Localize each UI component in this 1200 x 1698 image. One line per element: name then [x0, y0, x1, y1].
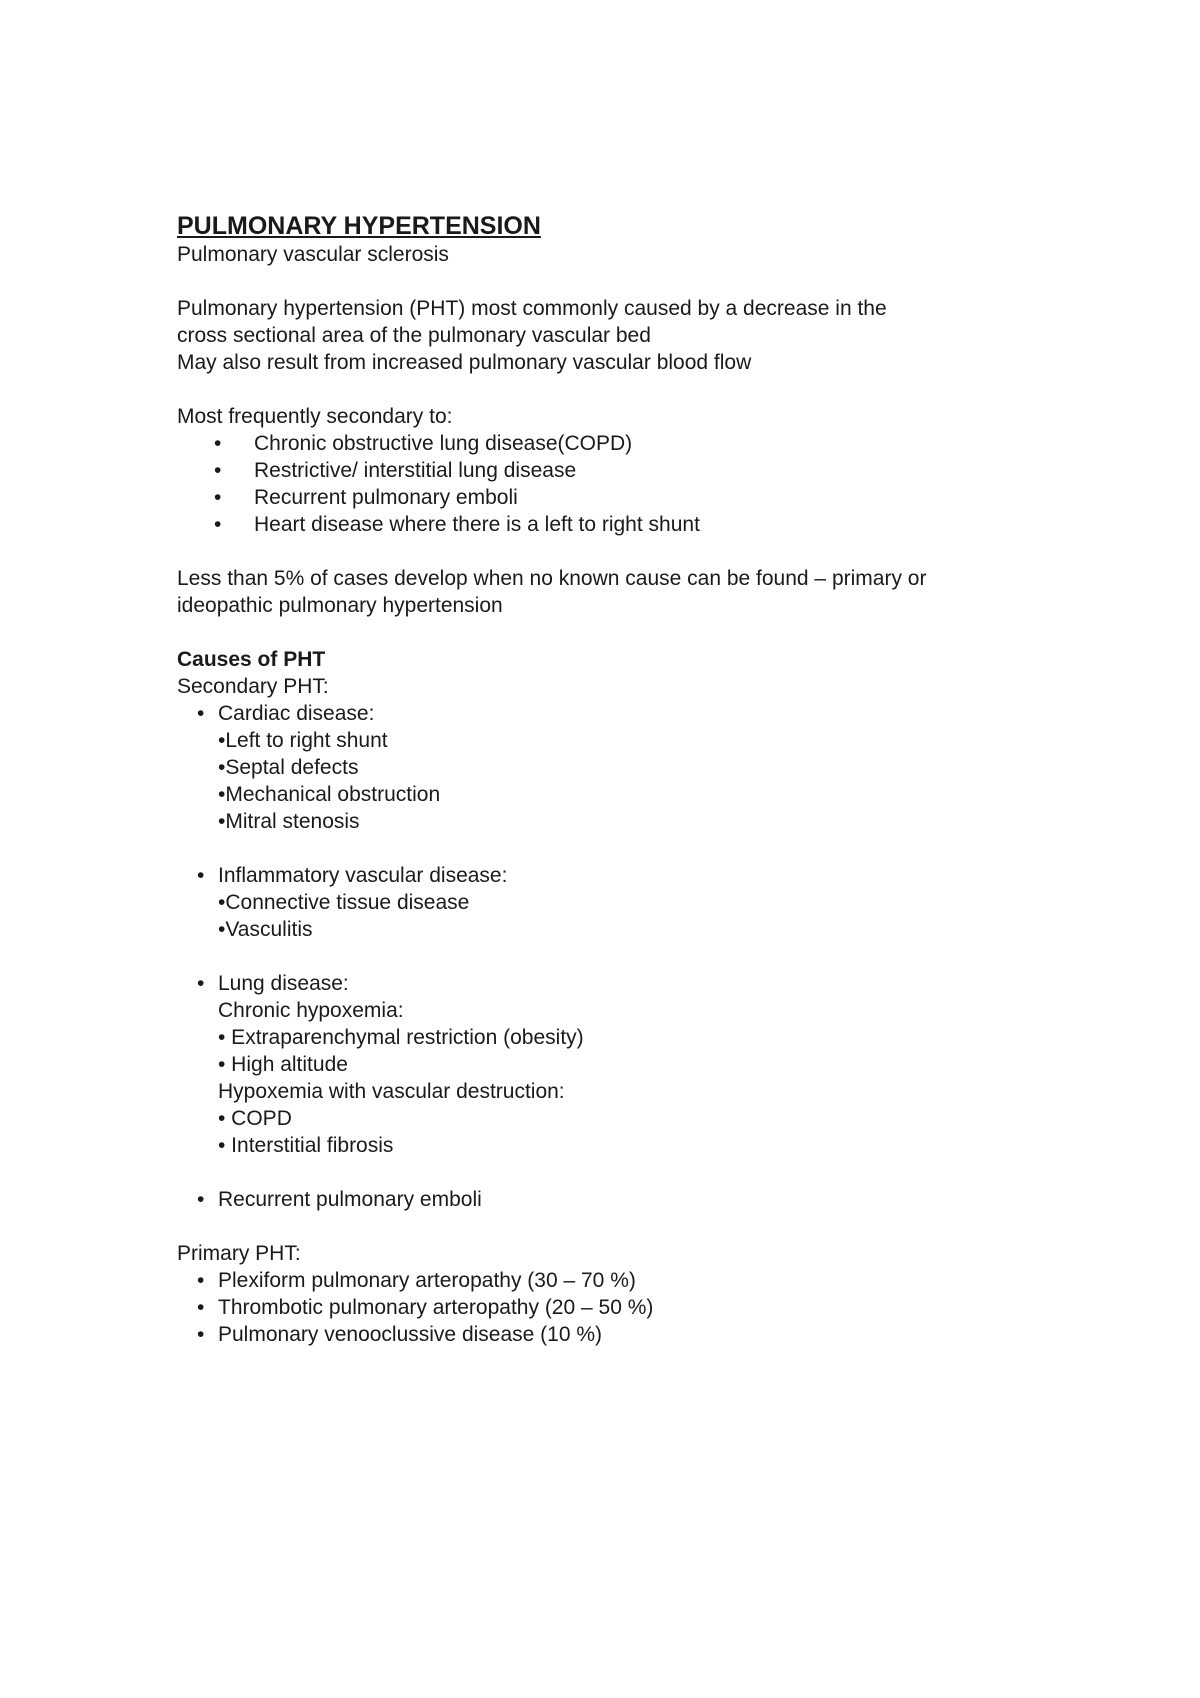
spacer	[177, 1213, 1077, 1240]
inflammatory-item: •Connective tissue disease	[218, 891, 470, 914]
less-than-line-2: ideopathic pulmonary hypertension	[177, 594, 503, 617]
spacer	[177, 619, 1077, 646]
spacer	[177, 943, 1077, 970]
cardiac-item: •Mitral stenosis	[218, 810, 360, 833]
secondary-list	[177, 430, 1077, 538]
less-than-line-1: Less than 5% of cases develop when no known cause can be found – primary or	[177, 567, 927, 590]
list-item: • Chronic obstructive lung disease(COPD)	[177, 430, 1077, 457]
page-title: PULMONARY HYPERTENSION	[177, 212, 541, 240]
primary-pht-label: Primary PHT:	[177, 1242, 301, 1265]
secondary-pht-label: Secondary PHT:	[177, 675, 329, 698]
list-item: • Pulmonary venooclussive disease (10 %)	[177, 1321, 1077, 1348]
list-item: • Heart disease where there is a left to right shunt	[177, 511, 1077, 538]
recurrent-emboli-item: • Recurrent pulmonary emboli	[177, 1186, 1077, 1213]
chronic-hypoxemia-item: • High altitude	[218, 1053, 348, 1076]
cardiac-item: •Septal defects	[218, 756, 359, 779]
cardiac-item: •Mechanical obstruction	[218, 783, 441, 806]
cardiac-disease-label: • Cardiac disease:	[177, 700, 1077, 727]
document-page	[177, 211, 1077, 1348]
list-item: • Thrombotic pulmonary arteropathy (20 – 50 %)	[177, 1294, 1077, 1321]
page-subtitle: Pulmonary vascular sclerosis	[177, 243, 449, 266]
intro-line-2: cross sectional area of the pulmonary vascular bed	[177, 324, 651, 347]
cardiac-item: •Left to right shunt	[218, 729, 388, 752]
chronic-hypoxemia-item: • Extraparenchymal restriction (obesity)	[218, 1026, 584, 1049]
vascular-destruction-item: • COPD	[218, 1107, 292, 1130]
spacer	[177, 376, 1077, 403]
lung-disease-label: • Lung disease:	[177, 970, 1077, 997]
causes-heading: Causes of PHT	[177, 648, 326, 671]
spacer	[177, 538, 1077, 565]
spacer	[177, 1159, 1077, 1186]
list-item: • Plexiform pulmonary arteropathy (30 – 70 %)	[177, 1267, 1077, 1294]
vascular-destruction-label: Hypoxemia with vascular destruction:	[218, 1080, 565, 1103]
vascular-destruction-item: • Interstitial fibrosis	[218, 1134, 394, 1157]
spacer	[177, 835, 1077, 862]
list-item: • Recurrent pulmonary emboli	[177, 484, 1077, 511]
chronic-hypoxemia-label: Chronic hypoxemia:	[218, 999, 404, 1022]
secondary-intro: Most frequently secondary to:	[177, 405, 453, 428]
intro-line-1: Pulmonary hypertension (PHT) most commonly caused by a decrease in the	[177, 297, 887, 320]
primary-list	[177, 1267, 1077, 1348]
intro-line-3: May also result from increased pulmonary vascular blood flow	[177, 351, 752, 374]
spacer	[177, 268, 1077, 295]
inflammatory-disease-label: • Inflammatory vascular disease:	[177, 862, 1077, 889]
list-item: • Restrictive/ interstitial lung disease	[177, 457, 1077, 484]
inflammatory-item: •Vasculitis	[218, 918, 313, 941]
